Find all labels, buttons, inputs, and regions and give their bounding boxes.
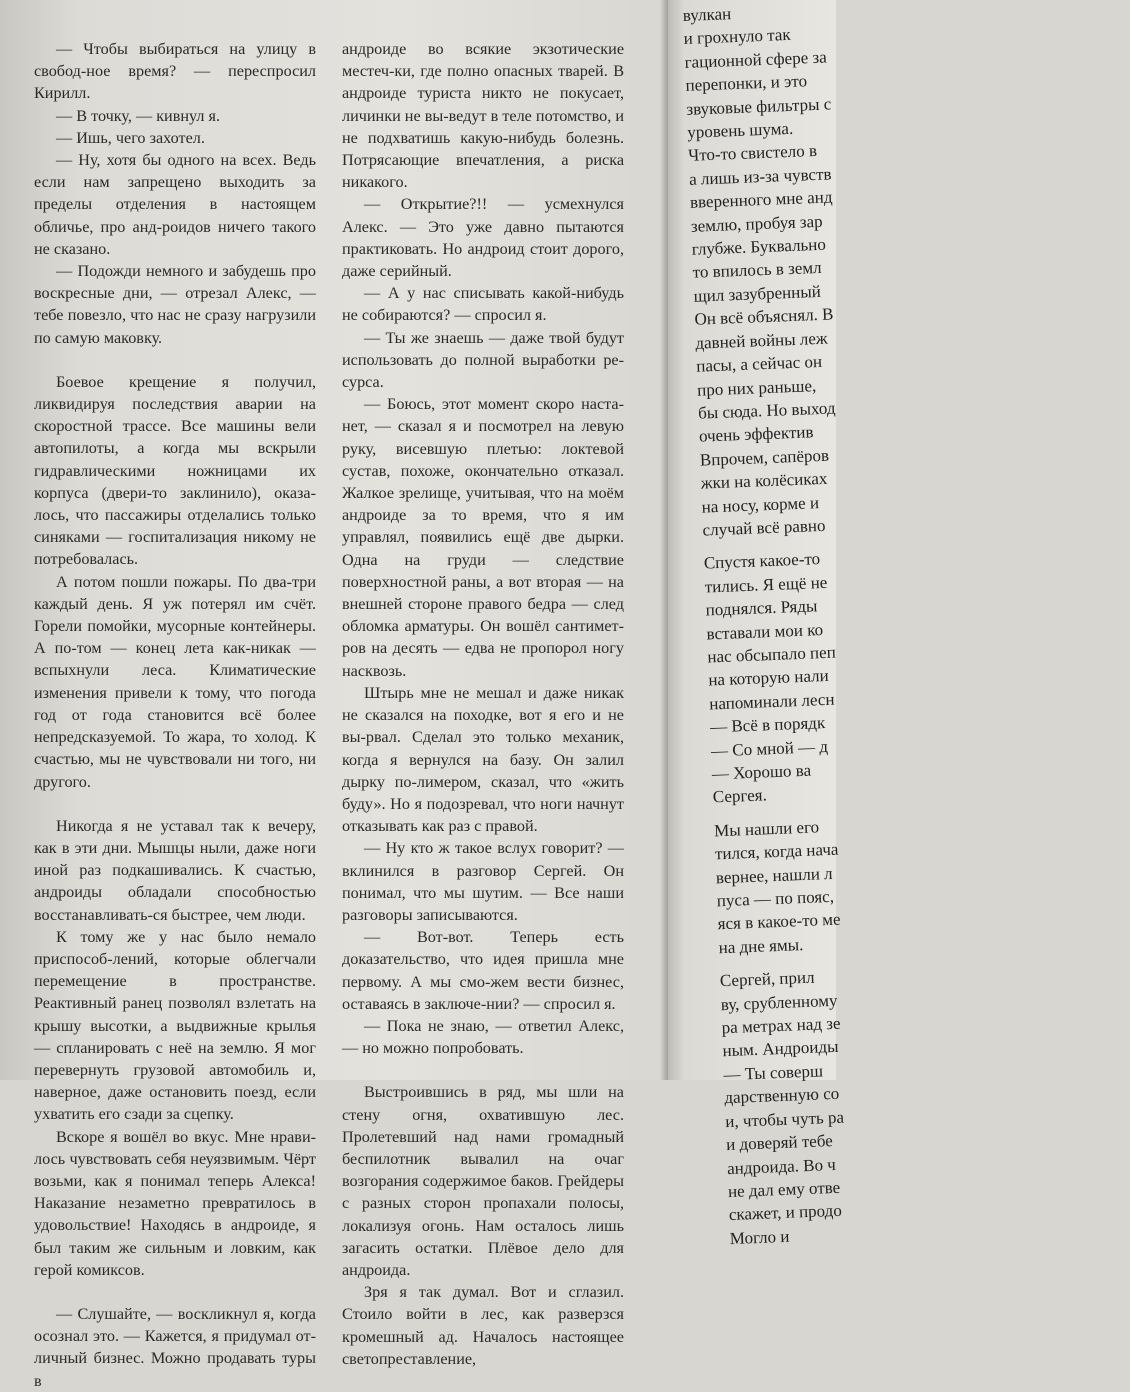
- paragraph: — Открытие?!! — усмехнулся Алекс. — Это уже давно пытаются практиковать. Но андроид стоит дорого, даже серийный.: [342, 195, 624, 281]
- text-line: гационной сфере за: [684, 47, 828, 72]
- text-line: и доверяй тебе: [725, 1131, 834, 1155]
- paragraph: — Пока не знаю, — ответил Алекс, — но можно попробовать.: [342, 1016, 624, 1058]
- right-page: [668, 0, 845, 1248]
- text-line: Спустя какое-то: [703, 549, 821, 573]
- text-line: Мы нашли его: [713, 817, 820, 841]
- paragraph: Никогда я не уставал так к вечеру, как в эти дни. Мышцы ныли, даже ноги иной раз подкашивались. К счастью, андроиды обладали способностью восстанавливать-ся быстрее, чем люди.: [34, 816, 316, 924]
- text-line: бы сюда. Но выход: [697, 398, 836, 423]
- text-line: очень эффектив: [698, 422, 814, 446]
- text-line: нас обсыпало пеп: [707, 642, 837, 667]
- text-line: пасы, а сейчас он: [695, 351, 823, 376]
- text-line: тился, когда нача: [714, 839, 839, 864]
- text-line: и грохнуло так: [683, 25, 791, 49]
- text-line: ным. Андроиды: [722, 1037, 839, 1061]
- text-line: жки на колёсиках: [700, 468, 828, 493]
- text-line: Впрочем, сапёров: [699, 445, 830, 470]
- text-line: а лишь из-за чувств: [688, 164, 832, 189]
- left-column: [34, 38, 316, 1392]
- text-line: ра метрах над зе: [721, 1013, 841, 1038]
- text-line: землю, пробуя зар: [690, 211, 823, 236]
- paragraph: — Ну кто ж такое вслух говорит? — вклинился в разговор Сергей. Он понимал, что мы шутим. — Все наши разговоры записываются.: [342, 839, 624, 924]
- text-line: перепонки, и это: [685, 71, 808, 96]
- text-line: вулкан: [682, 4, 732, 25]
- text-line: вверенного мне анд: [689, 187, 833, 213]
- paragraph: — Ишь, чего захотел.: [56, 128, 205, 147]
- paragraph: Выстроившись в ряд, мы шли на стену огня, охватившую лес. Пролетевший над нами громадный беспилотник вывалил на очаг возгорания содержимое баков. Грейдеры с разных сторон пропахали полосы, локализуя огонь. Нам осталось лишь загасить остатки. Плёвое дело для андроида.: [342, 1083, 624, 1279]
- paragraph: — А у нас списывать какой-нибудь не собираются? — спросил я.: [342, 284, 624, 325]
- text-line: на которую нали: [708, 666, 830, 690]
- text-line: про них раньше,: [696, 375, 817, 400]
- text-line: Что-то свистело в: [687, 141, 818, 166]
- paragraph: — Чтобы выбираться на улицу в свобод-ное время? — переспросил Кирилл.: [34, 40, 316, 103]
- paragraph: Вскоре я вошёл во вкус. Мне нрави-лось чувствовать себя неуязвимым. Чёрт возьми, как я понимал теперь Алекса! Наказание незаметно превратилось в удовольствие! Находясь в андроиде, я был таким же сильным и ловким, как герой комиксов.: [34, 1127, 316, 1279]
- text-line: пуса — по пояс,: [716, 886, 835, 911]
- paragraph: — В точку, — кивнул я.: [56, 106, 221, 125]
- text-line: яся в какое-то ме: [717, 910, 841, 934]
- text-line: скажет, и продо: [728, 1201, 843, 1225]
- text-line: Могло и: [729, 1226, 790, 1248]
- text-line: давней войны леж: [695, 328, 828, 353]
- text-line: ву, срубленному: [720, 990, 838, 1014]
- text-line: щил зазубренный: [693, 281, 822, 306]
- text-line: тились. Я ещё не: [704, 572, 828, 597]
- text-line: на дне ямы.: [718, 934, 804, 958]
- text-line: Он всё объяснял. В: [694, 304, 834, 330]
- text-line: — Со мной — д: [710, 736, 829, 761]
- text-line: вернее, нашли л: [715, 863, 833, 887]
- text-line: — Всё в порядк: [709, 713, 826, 737]
- paragraph: — Вот-вот. Теперь есть доказательство, что идея пришла мне первому. А мы смо-жем вести бизнес, оставаясь в заключе-нии? — спросил я.: [342, 928, 624, 1013]
- right-page-text: [682, 0, 1130, 1250]
- text-line: звуковые фильтры с: [686, 93, 832, 119]
- paragraph: Боевое крещение я получил, ликвидируя последствия аварии на скоростной трассе. Все машины вели автопилоты, а когда мы вскрыли гидравлическими ножницами их корпуса (двери-то заклинило), оказа-лось, что пассажиры отделались только синяками — госпитализация никому не потребовалась.: [34, 372, 316, 569]
- text-line: — Ты соверш: [723, 1061, 824, 1085]
- text-line: напоминали лесн: [708, 689, 835, 714]
- text-line: дарственную со: [724, 1084, 840, 1108]
- paragraph: — Слушайте, — воскликнул я, когда осознал это. — Кажется, я придумал от-личный бизнес. Можно продавать туры в: [34, 1304, 316, 1390]
- paragraph: — Подожди немного и забудешь про воскресные дни, — отрезал Алекс, — тебе повезло, что нас не сразу нагрузили по самую маковку.: [34, 262, 316, 347]
- text-line: — Хорошо ва: [711, 760, 812, 784]
- paragraph: — Боюсь, этот момент скоро наста-нет, — сказал я и посмотрел на левую руку, висевшую плетью: локтевой сустав, похоже, окончательно отказал. Жалкое зрелище, учитывая, что на моём андроиде за то время, что я им управлял, появились ещё две дырки. Одна на груди — следствие поверхностной раны, а вот вторая — на внешней стороне правого бедра — след обломка арматуры. Он вошёл сантимет-ров на десять — едва не пропорол ногу насквозь.: [342, 395, 624, 680]
- text-line: не дал ему отве: [727, 1177, 841, 1202]
- text-line: то впилось в земл: [692, 258, 822, 283]
- text-line: Сергея.: [712, 785, 768, 807]
- text-line: вставали мои ко: [706, 619, 824, 644]
- text-line: случай всё равно: [702, 515, 826, 540]
- text-line: поднялся. Ряды: [705, 596, 818, 620]
- paragraph: — Ты же знаешь — даже твой будут использовать до полной выработки ре-сурса.: [342, 328, 624, 392]
- paragraph: А потом пошли пожары. По два-три каждый день. Я уж потерял им счёт. Горели помойки, мусорные контейнеры. А по-том — конец лета как-никак — вспыхнули леса. Климатические изменения привели к тому, что погода год от года становится всё более непредсказуемой. То жара, то холод. К счастью, мы не чувствовали ни того, ни другого.: [34, 572, 316, 791]
- text-line: Сергей, прил: [719, 967, 815, 991]
- paragraph: Штырь мне не мешал и даже никак не сказался на походке, вот я его и не вы-рвал. Сделал это только механик, когда я вернулся на базу. Он залил дырку по-лимером, сказал, что «жить буду». Но я подозревал, что ноги начнут отказывать как раз с правой.: [342, 683, 624, 836]
- paragraph: андроиде во всякие экзотические местеч-ки, где полно опасных тварей. В андроиде туриста никто не покусает, личинки не вы-ведут в теле потомство, и не подхватишь какую-нибудь болезнь. Потрясающие впечатления, а риска никакого.: [342, 40, 624, 192]
- text-line: и, чтобы чуть ра: [724, 1107, 845, 1131]
- text-line: андроида. Во ч: [726, 1154, 837, 1178]
- right-column: [342, 38, 624, 1370]
- paragraph: К тому же у нас было немало приспособ-лений, которые облегчали перемещение в пространстве. Реактивный ранец позволял взлетать на крышу высотки, а выдвижные крылья — спланировать с неё на землю. Я мог перевернуть грузовой автомобиль и, наверное, даже остановить поезд, если ухватить его сзади за сцепку.: [34, 927, 316, 1124]
- text-line: уровень шума.: [686, 118, 794, 142]
- text-line: глубже. Буквально: [691, 234, 827, 259]
- text-line: на носу, корме и: [701, 492, 820, 517]
- paragraph: Зря я так думал. Вот и сглазил. Стоило войти в лес, как разверзся кромешный ад. Началось настоящее светопреставление,: [342, 1283, 624, 1368]
- paragraph: — Ну, хотя бы одного на всех. Ведь если нам запрещено выходить за пределы отделения в настоящем обличье, про анд-роидов ничего такого не сказано.: [34, 151, 316, 258]
